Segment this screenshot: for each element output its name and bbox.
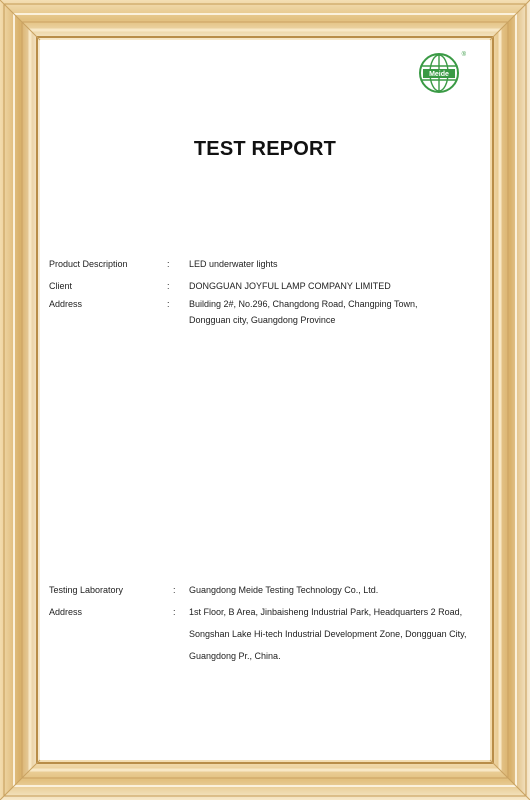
client-address-row xyxy=(49,296,489,328)
colon: : xyxy=(167,281,170,291)
client-address-value xyxy=(189,296,489,328)
page-title: TEST REPORT xyxy=(193,138,337,160)
testing-laboratory-label: Testing Laboratory xyxy=(49,585,124,595)
product-description-row xyxy=(49,256,489,272)
colon: : xyxy=(167,259,170,269)
colon: : xyxy=(173,607,176,617)
lab-address-line2: Songshan Lake Hi-tech Industrial Development Zone, Dongguan City, xyxy=(189,629,467,639)
lab-address-row xyxy=(49,601,499,667)
client-row xyxy=(49,278,489,294)
logo-text: Meide xyxy=(429,71,449,79)
testing-laboratory-value: Guangdong Meide Testing Technology Co., Ltd. xyxy=(189,585,379,595)
colon: : xyxy=(173,585,176,595)
product-description-label: Product Description xyxy=(49,259,128,269)
client-label: Client xyxy=(49,281,73,291)
registered-mark: ® xyxy=(461,52,466,58)
lab-address-line3: Guangdong Pr., China. xyxy=(189,651,281,661)
client-address-label: Address xyxy=(49,299,83,309)
colon: : xyxy=(167,299,170,309)
report-page xyxy=(40,40,490,760)
lab-address-label: Address xyxy=(49,607,83,617)
globe-logo-icon xyxy=(418,52,460,94)
lab-address-line1: 1st Floor, B Area, Jinbaisheng Industrial Park, Headquarters 2 Road, xyxy=(189,607,463,617)
lab-address-value xyxy=(189,601,499,667)
client-value: DONGGUAN JOYFUL LAMP COMPANY LIMITED xyxy=(189,281,391,291)
product-description-value: LED underwater lights xyxy=(189,259,278,269)
testing-laboratory-row xyxy=(49,579,499,601)
client-address-line2: Dongguan city, Guangdong Province xyxy=(189,315,336,325)
client-address-line1: Building 2#, No.296, Changdong Road, Changping Town, xyxy=(189,299,418,309)
